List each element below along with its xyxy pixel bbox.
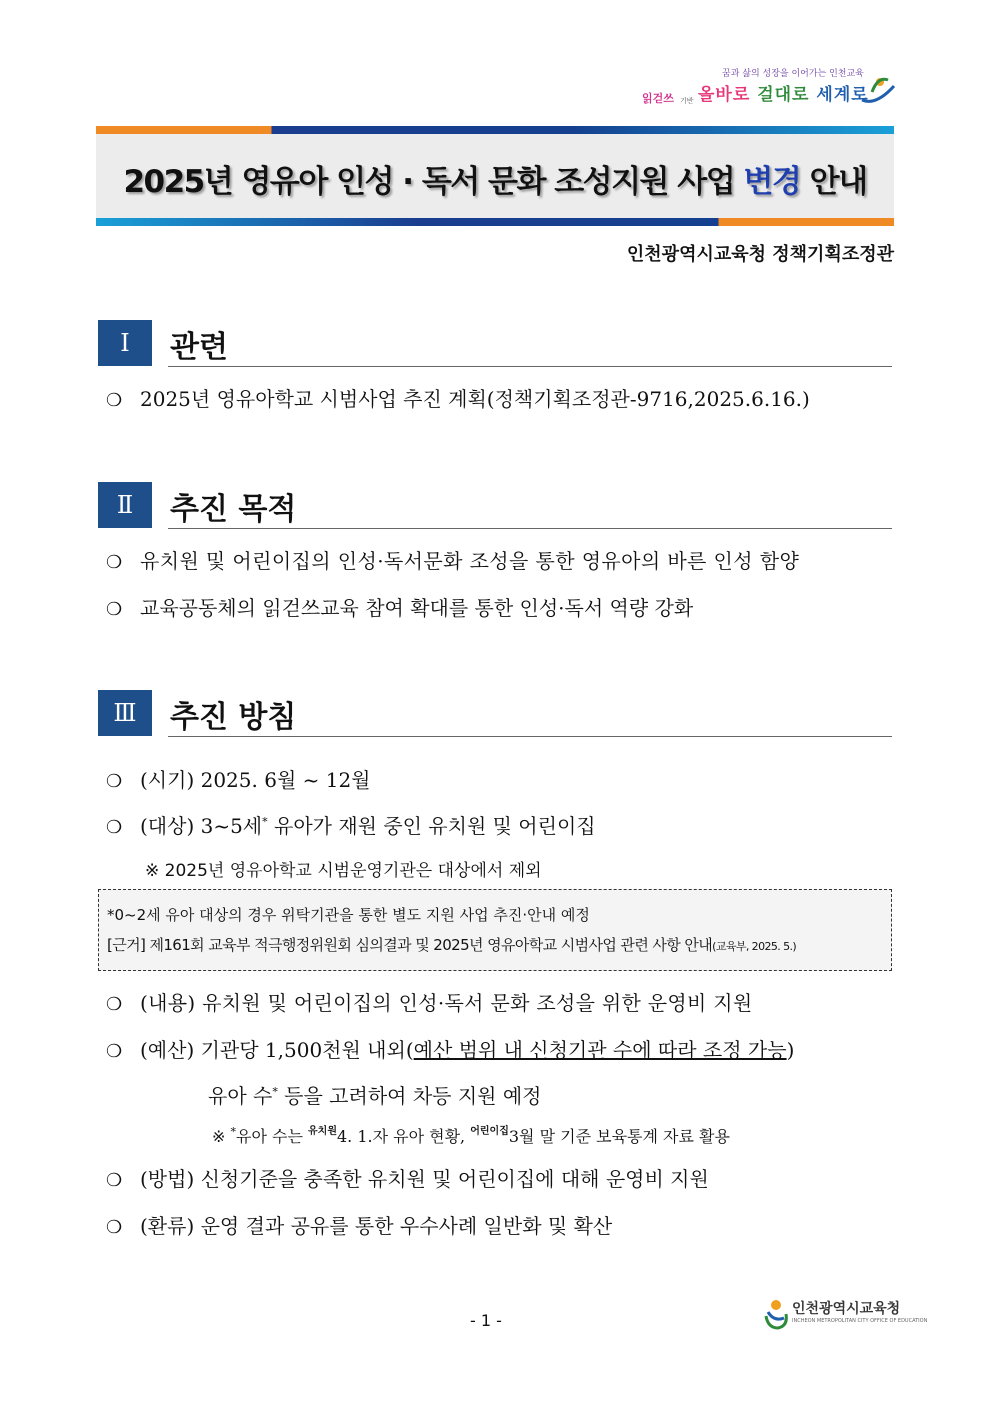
logo-word-1: 올바로 [698, 85, 751, 105]
section-1-title: 관련 [170, 330, 228, 365]
logo-slogan: 꿈과 삶의 성장을 이어가는 인천교육 [722, 69, 864, 79]
bullet-icon: ❍ [106, 390, 123, 411]
budget-note-sup2: 유치원 [308, 1126, 337, 1137]
title-text-before: 2025년 영유아 인성 · 독서 문화 조성지원 사업 [123, 164, 744, 200]
policy-feedback [106, 1210, 612, 1239]
purpose-text-2: 교육공동체의 읽걷쓰교육 참여 확대를 통한 인성·독서 역량 강화 [140, 596, 694, 620]
policy-feedback-text: (환류) 운영 결과 공유를 통한 우수사례 일반화 및 확산 [140, 1214, 613, 1238]
policy-target-a: (대상) 3~5세 [140, 814, 263, 838]
budget-note-c: 4. 1.자 유아 현황, [336, 1127, 471, 1146]
title-text-after: 안내 [800, 164, 867, 200]
bullet-icon: ❍ [106, 1170, 123, 1191]
title-band-bottom [96, 218, 894, 226]
policy-method [106, 1163, 709, 1192]
budget-note-d: 3월 말 기준 보육통계 자료 활용 [508, 1127, 730, 1146]
logo-word-3: 세계로 [816, 85, 869, 105]
office-logo [762, 1296, 928, 1332]
issuer: 인천광역시교육청 정책기획조정관 [626, 244, 894, 265]
note-box [98, 889, 892, 971]
title-highlight: 변경 [743, 164, 801, 200]
policy-budget-a: (예산) 기관당 1,500천원 내외( [140, 1038, 414, 1062]
swoosh-icon [858, 72, 898, 108]
policy-budget-note [212, 1124, 730, 1147]
logo-ilgeos: 읽걷쓰 [642, 92, 674, 105]
policy-budget-line2-a: 유아 수 [208, 1084, 273, 1108]
policy-content-text: (내용) 유치원 및 어린이집의 인성·독서 문화 조성을 위한 운영비 지원 [140, 991, 753, 1015]
page-number: - 1 - [470, 1311, 502, 1330]
bullet-icon: ❍ [106, 552, 123, 573]
policy-content [106, 987, 753, 1016]
note-line-2 [107, 934, 796, 955]
section-2-rule [168, 528, 892, 529]
purpose-text-1: 유치원 및 어린이집의 인성·독서문화 조성을 통한 영유아의 바른 인성 함양 [140, 549, 800, 573]
bullet-icon: ❍ [106, 1041, 123, 1062]
office-name-english: INCHEON METROPOLITAN CITY OFFICE OF EDUCATION [792, 1318, 928, 1324]
related-text-1: 2025년 영유아학교 시범사업 추진 계획(정책기획조정관-9716,2025.6.16.) [140, 387, 810, 411]
logo-main-text [698, 80, 869, 105]
policy-budget-underlined: 예산 범위 내 신청기관 수에 따라 조정 가능 [413, 1038, 787, 1062]
logo-ilgeos-sub: 기반 [680, 97, 694, 105]
policy-period-text: (시기) 2025. 6월 ~ 12월 [140, 768, 371, 792]
section-1-number: Ⅰ [98, 320, 152, 366]
document-title [96, 156, 894, 201]
policy-target-sup: * [262, 815, 268, 829]
campaign-logo [640, 66, 902, 112]
policy-target [106, 810, 596, 839]
budget-note-sup1: * [230, 1125, 236, 1139]
budget-note-sup3: 어린이집 [470, 1126, 509, 1137]
bullet-icon: ❍ [106, 817, 123, 838]
policy-budget [106, 1034, 794, 1063]
section-2-title: 추진 목적 [170, 492, 297, 527]
bullet-icon: ❍ [106, 771, 123, 792]
section-3-number: Ⅲ [98, 690, 152, 736]
policy-budget-line2-b: 등을 고려하여 차등 지원 예정 [277, 1084, 542, 1108]
bullet-icon: ❍ [106, 1217, 123, 1238]
policy-target-note: ※ 2025년 영유아학교 시범운영기관은 대상에서 제외 [145, 861, 542, 881]
related-item-1 [106, 383, 810, 412]
policy-budget-line2 [208, 1080, 541, 1109]
note-line-1: *0~2세 유아 대상의 경우 위탁기관을 통한 별도 지원 사업 추진·안내 예정 [107, 906, 590, 924]
policy-budget-line2-sup: * [272, 1085, 278, 1099]
budget-note-b: 유아 수는 [236, 1127, 308, 1146]
note-line-2-text: [근거] 제161회 교육부 적극행정위원회 심의결과 및 2025년 영유아학교 시범사업 관련 사항 안내 [107, 936, 713, 954]
section-1-rule [168, 366, 892, 367]
section-3-title: 추진 방침 [170, 700, 297, 735]
note-line-2-tail: (교육부, 2025. 5.) [712, 940, 797, 953]
title-band-top [96, 126, 894, 134]
bullet-icon: ❍ [106, 994, 123, 1015]
logo-word-2: 걸대로 [757, 85, 810, 105]
policy-period [106, 764, 371, 793]
office-emblem-icon [762, 1296, 790, 1330]
purpose-item-2 [106, 592, 693, 621]
bullet-icon: ❍ [106, 599, 123, 620]
policy-method-text: (방법) 신청기준을 충족한 유치원 및 어린이집에 대해 운영비 지원 [140, 1167, 709, 1191]
section-2-number: Ⅱ [98, 482, 152, 528]
office-name: 인천광역시교육청 [792, 1301, 901, 1317]
policy-target-b: 유아가 재원 중인 유치원 및 어린이집 [267, 814, 596, 838]
policy-budget-b: ) [786, 1038, 795, 1062]
budget-note-a: ※ [212, 1127, 231, 1146]
section-3-rule [168, 736, 892, 737]
purpose-item-1 [106, 545, 799, 574]
